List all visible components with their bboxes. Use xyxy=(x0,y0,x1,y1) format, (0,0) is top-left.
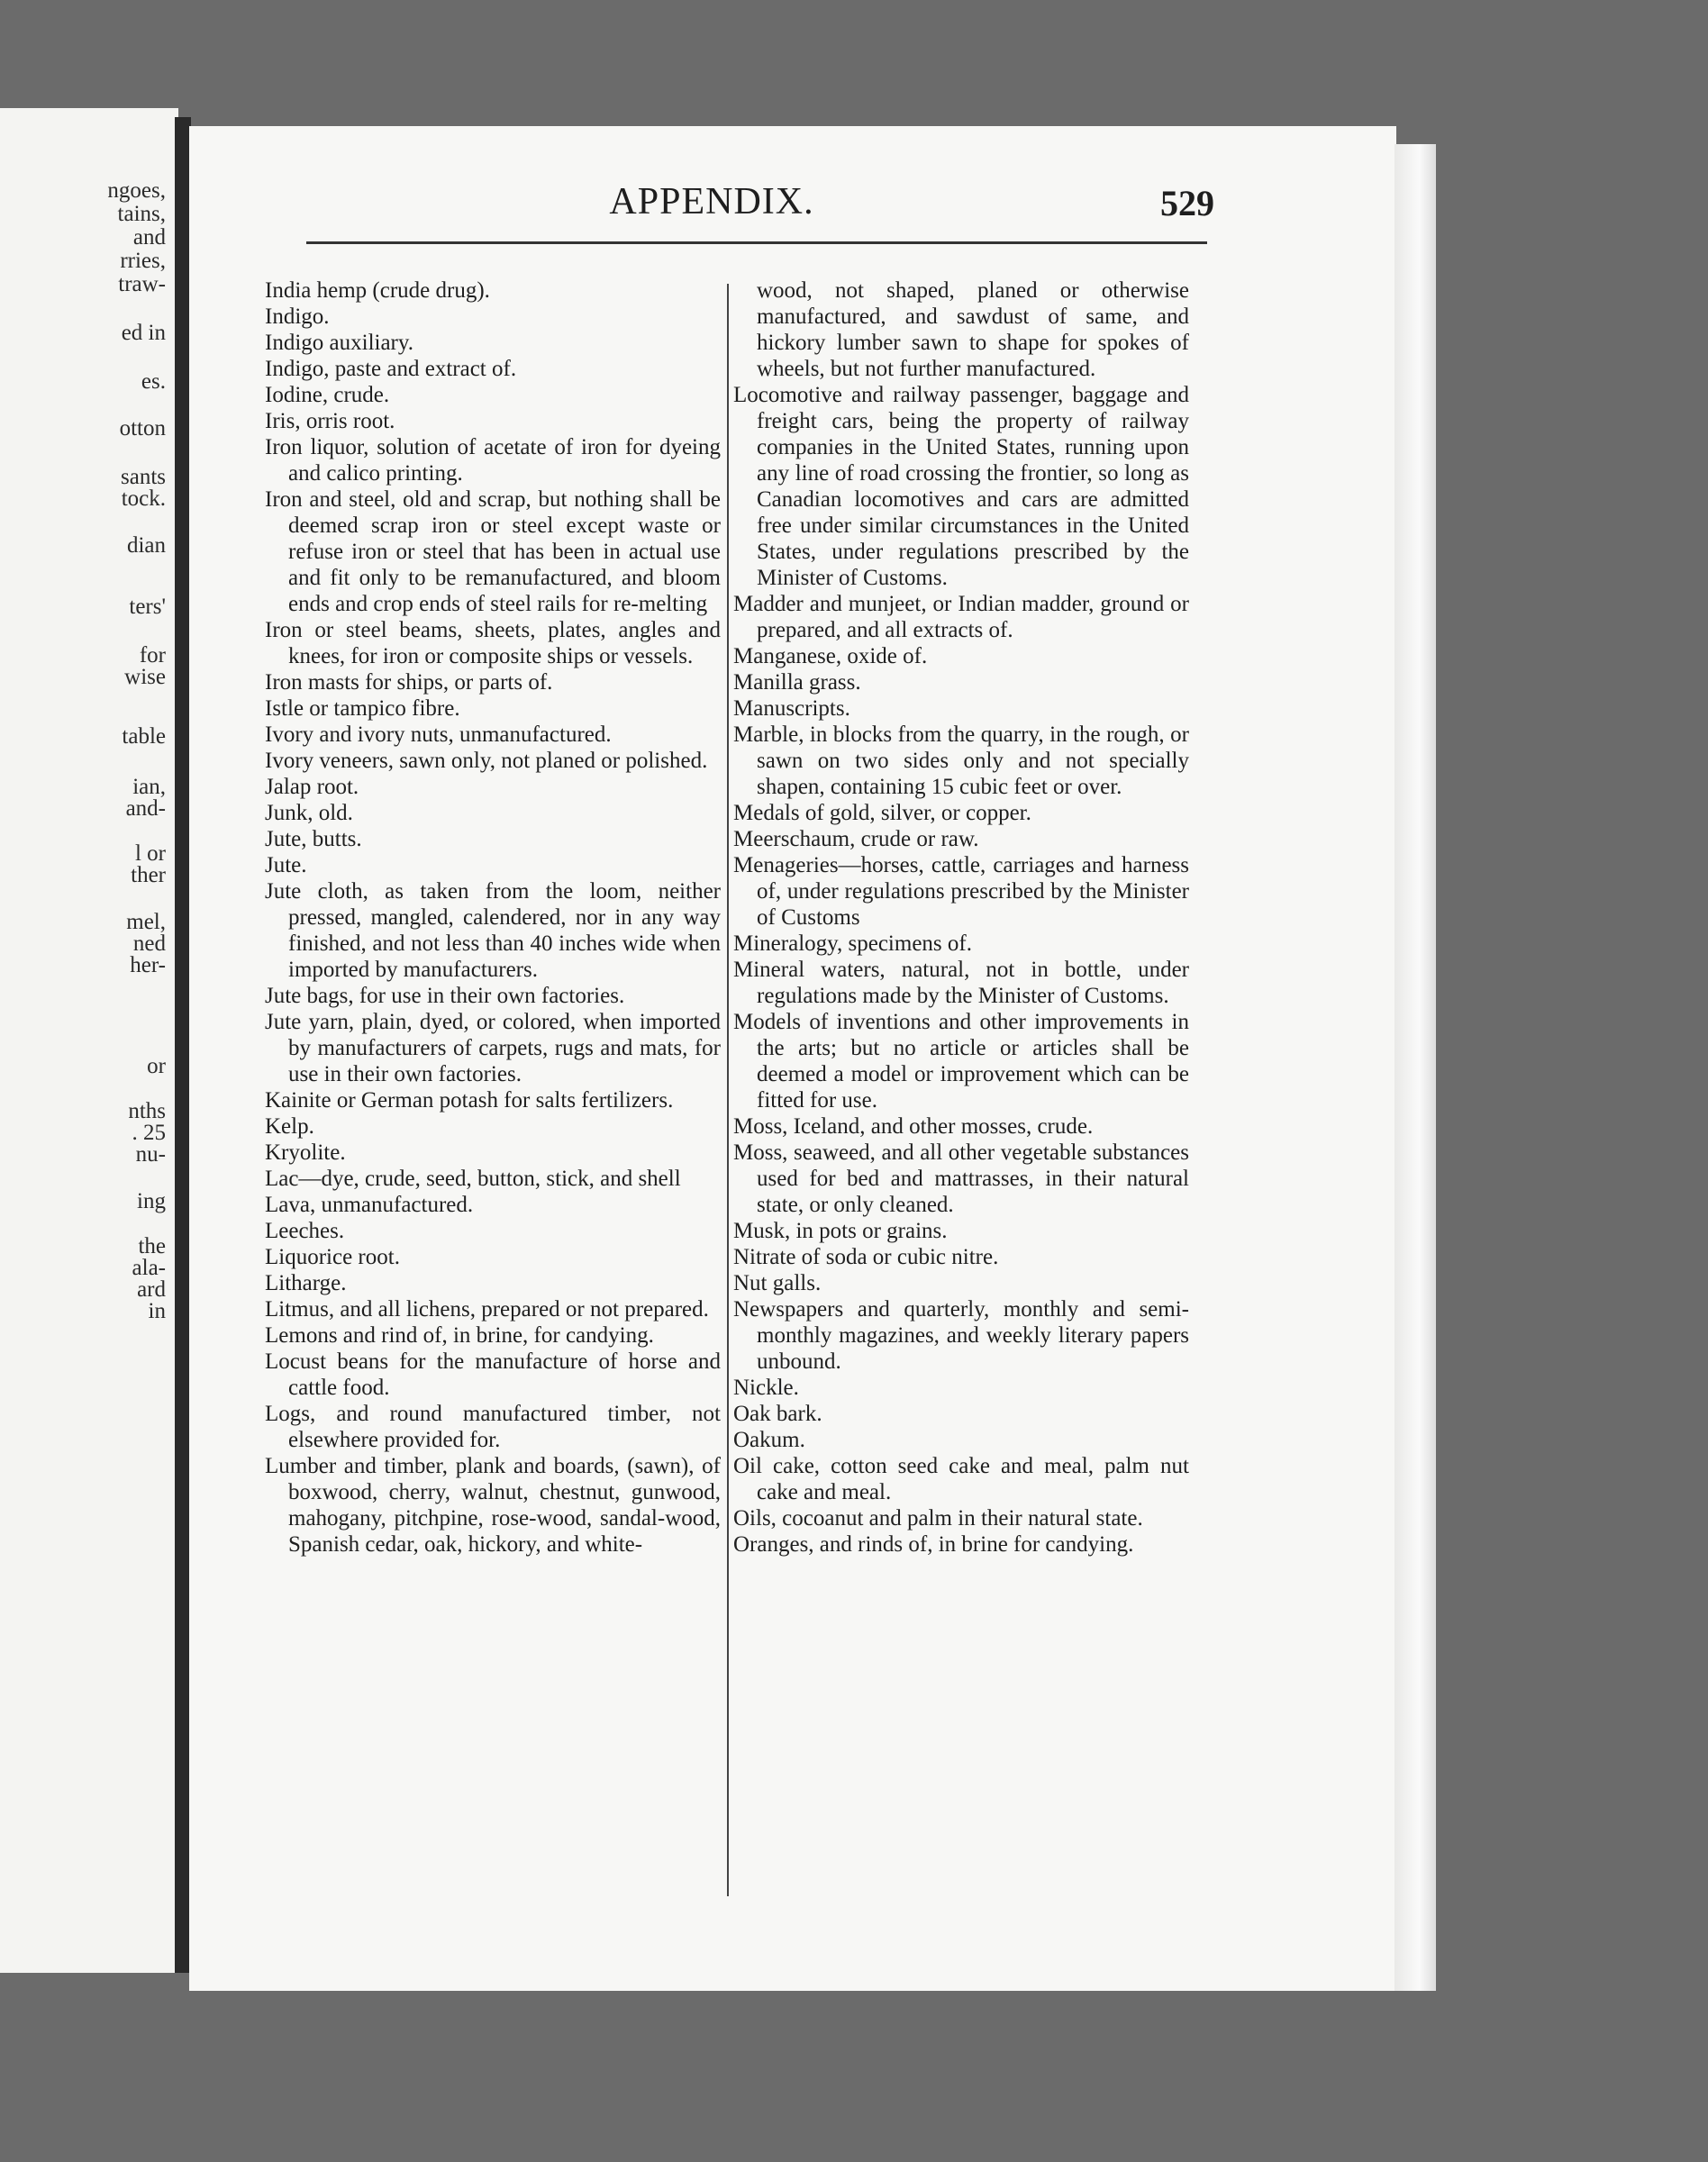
tariff-entry: Musk, in pots or grains. xyxy=(733,1219,948,1243)
tariff-entry: Iodine, crude. xyxy=(265,383,390,407)
tariff-entry: Litharge. xyxy=(265,1271,347,1295)
tariff-entry: Jute, butts. xyxy=(265,827,362,851)
facing-page-text: l or xyxy=(134,841,166,866)
facing-page-text: or xyxy=(147,1054,166,1078)
column-divider xyxy=(727,284,729,1896)
book-page xyxy=(189,126,1396,1991)
facing-page-text: in xyxy=(148,1299,166,1323)
facing-page-text: ed in xyxy=(121,321,166,345)
tariff-entry: Locust beans for the manufacture of horse and cattle food. xyxy=(265,1349,721,1400)
tariff-entry: Kelp. xyxy=(265,1114,314,1139)
tariff-entry: Nut galls. xyxy=(733,1271,822,1295)
tariff-entry: India hemp (crude drug). xyxy=(265,278,490,303)
tariff-entry: Ivory and ivory nuts, unmanufactured. xyxy=(265,722,612,747)
tariff-entry: Moss, seaweed, and all other vegetable substances used for bed and mattrasses, in their natural state, or only cleaned. xyxy=(733,1140,1189,1217)
page-number: 529 xyxy=(1160,183,1214,223)
tariff-entry: Lava, unmanufactured. xyxy=(265,1193,474,1217)
tariff-entry: Iron and steel, old and scrap, but nothing shall be deemed scrap iron or steel except waste or refuse iron or steel that has been in actual use and fit only to be remanufactured, and bloom ends and crop ends of steel rails for re-melting xyxy=(265,487,721,616)
facing-page-text: the xyxy=(138,1234,166,1258)
continued-entry: wood, not shaped, planed or otherwise manufactured, and sawdust of same, and hickory lumber sawn to shape for spokes of wheels, but not further manufactured. xyxy=(757,278,1189,381)
facing-page-text: wise xyxy=(124,665,166,689)
facing-page-text: traw- xyxy=(118,272,166,296)
tariff-entry: Models of inventions and other improvements in the arts; but no article or articles shall be deemed a model or improvement which can be fitted for use. xyxy=(733,1010,1189,1113)
tariff-entry: Jalap root. xyxy=(265,775,359,799)
tariff-entry: Manilla grass. xyxy=(733,670,861,695)
tariff-entry: Indigo auxiliary. xyxy=(265,331,414,355)
facing-page-text: mel, xyxy=(126,910,166,934)
tariff-entry: Oils, cocoanut and palm in their natural state. xyxy=(733,1506,1143,1531)
tariff-entry: Kainite or German potash for salts fertilizers. xyxy=(265,1088,674,1113)
tariff-entry: Leeches. xyxy=(265,1219,345,1243)
tariff-entry: Oil cake, cotton seed cake and meal, palm nut cake and meal. xyxy=(733,1454,1189,1504)
tariff-entry: Oakum. xyxy=(733,1428,805,1452)
tariff-entry: Medals of gold, silver, or copper. xyxy=(733,801,1031,825)
tariff-entry: Iron or steel beams, sheets, plates, angles and knees, for iron or composite ships or vessels. xyxy=(265,618,721,668)
tariff-entry: Junk, old. xyxy=(265,801,353,825)
facing-page-text: dian xyxy=(126,533,166,558)
tariff-entry: Marble, in blocks from the quarry, in the rough, or sawn on two sides only and not specially shapen, containing 15 cubic feet or over. xyxy=(733,722,1189,799)
facing-page-text: nu- xyxy=(135,1142,166,1167)
header-rule xyxy=(306,241,1207,244)
tariff-entry: Jute. xyxy=(265,853,307,877)
tariff-entry: Lemons and rind of, in brine, for candying. xyxy=(265,1323,654,1348)
facing-page-text: ing xyxy=(137,1189,166,1213)
tariff-entry: Menageries—horses, cattle, carriages and harness of, under regulations prescribed by the Minister of Customs xyxy=(733,853,1189,930)
tariff-entry: Iron masts for ships, or parts of. xyxy=(265,670,553,695)
facing-page-text: ned xyxy=(132,931,166,956)
tariff-entry: Mineralogy, specimens of. xyxy=(733,931,972,956)
tariff-entry: Meerschaum, crude or raw. xyxy=(733,827,979,851)
facing-page-text: otton xyxy=(119,416,166,441)
facing-page-text: her- xyxy=(130,953,166,977)
facing-page-text: rries, xyxy=(120,249,166,273)
tariff-entry: Newspapers and quarterly, monthly and semi-monthly magazines, and weekly literary papers unbound. xyxy=(733,1297,1189,1374)
tariff-entry: Nitrate of soda or cubic nitre. xyxy=(733,1245,999,1269)
facing-page-text: and- xyxy=(125,796,166,821)
tariff-entry: Lac—dye, crude, seed, button, stick, and shell xyxy=(265,1167,681,1191)
facing-page-text: ian, xyxy=(132,775,166,799)
facing-page-text: ard xyxy=(137,1277,166,1302)
tariff-entry: Locomotive and railway passenger, baggage and freight cars, being the property of railway companies in the United States, running upon any line of road crossing the frontier, so long as Canadian locomotives and cars are admitted free under similar circumstances in the United States, under regulations prescribed by the Minister of Customs. xyxy=(733,383,1189,590)
tariff-entry: Jute yarn, plain, dyed, or colored, when imported by manufacturers of carpets, rugs and mats, for use in their own factories. xyxy=(265,1010,721,1086)
right-column xyxy=(733,277,1189,1558)
facing-page-text: table xyxy=(122,724,166,749)
tariff-entry: Madder and munjeet, or Indian madder, ground or prepared, and all extracts of. xyxy=(733,592,1189,642)
tariff-entry: Oranges, and rinds of, in brine for candying. xyxy=(733,1532,1134,1557)
facing-page-text: ther xyxy=(131,863,166,887)
tariff-entry: Indigo, paste and extract of. xyxy=(265,357,517,381)
tariff-entry: Istle or tampico fibre. xyxy=(265,696,460,721)
tariff-entry: Indigo. xyxy=(265,304,330,329)
tariff-entry: Lumber and timber, plank and boards, (sawn), of boxwood, cherry, walnut, chestnut, gunwood, mahogany, pitchpine, rose-wood, sandal-wood, Spanish cedar, oak, hickory, and white- xyxy=(265,1454,721,1557)
facing-page-text: ters' xyxy=(129,595,166,619)
tariff-entry: Mineral waters, natural, not in bottle, under regulations made by the Minister of Customs. xyxy=(733,958,1189,1008)
tariff-entry: Nickle. xyxy=(733,1376,799,1400)
tariff-entry: Litmus, and all lichens, prepared or not prepared. xyxy=(265,1297,709,1322)
tariff-entry: Oak bark. xyxy=(733,1402,822,1426)
running-title: APPENDIX. xyxy=(609,181,814,223)
tariff-entry: Moss, Iceland, and other mosses, crude. xyxy=(733,1114,1094,1139)
facing-page-fragment xyxy=(0,108,178,1973)
facing-page-text: . 25 xyxy=(132,1121,166,1145)
facing-page-text: nths xyxy=(128,1099,166,1123)
tariff-entry: Jute bags, for use in their own factories. xyxy=(265,984,625,1008)
facing-page-text: for xyxy=(139,643,166,668)
tariff-entry: Logs, and round manufactured timber, not elsewhere provided for. xyxy=(265,1402,721,1452)
facing-page-text: tock. xyxy=(121,486,166,511)
tariff-entry: Iron liquor, solution of acetate of iron for dyeing and calico printing. xyxy=(265,435,721,486)
tariff-entry: Jute cloth, as taken from the loom, neither pressed, mangled, calendered, nor in any way finished, and not less than 40 inches wide when imported by manufacturers. xyxy=(265,879,721,982)
facing-page-text: ala- xyxy=(132,1256,166,1280)
facing-page-text: es. xyxy=(141,369,166,394)
tariff-entry: Kryolite. xyxy=(265,1140,346,1165)
facing-page-text: ngoes, xyxy=(107,178,166,203)
facing-page-text: sants xyxy=(121,465,166,489)
facing-page-text: tains, xyxy=(117,202,166,226)
tariff-entry: Ivory veneers, sawn only, not planed or polished. xyxy=(265,749,708,773)
tariff-entry: Manuscripts. xyxy=(733,696,850,721)
tariff-entry: Manganese, oxide of. xyxy=(733,644,928,668)
left-column xyxy=(265,277,721,1558)
tariff-entry: Iris, orris root. xyxy=(265,409,395,433)
facing-page-text: and xyxy=(132,225,166,250)
page-edge xyxy=(1395,144,1436,1991)
tariff-entry: Liquorice root. xyxy=(265,1245,400,1269)
